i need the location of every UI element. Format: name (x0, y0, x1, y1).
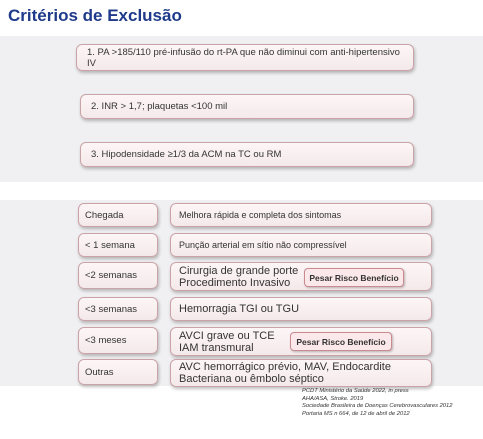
references (302, 388, 452, 418)
row-desc-text: Bacteriana ou êmbolo séptico (179, 373, 324, 385)
criterion-3 (80, 142, 414, 167)
criterion-text: 1. PA >185/110 pré-infusão do rt-PA que não diminui com anti-hipertensivo IV (87, 46, 400, 69)
row-label-text: <3 semanas (85, 303, 138, 315)
row-label-2-semanas (78, 262, 158, 289)
badge-text: Pesar Risco Benefício (309, 272, 399, 283)
reference-line: Sociedade Brasileira de Doenças Cerebrovasculares 2012 (302, 403, 453, 409)
row-label-chegada (78, 203, 158, 227)
row-desc-text: IAM transmural (179, 341, 254, 354)
page-title: Critérios de Exclusão (8, 6, 182, 25)
row-desc-text: AVCI grave ou TCE (179, 329, 275, 342)
row-desc-chegada (170, 203, 432, 227)
criterion-text: 3. Hipodensidade ≥1/3 da ACM na TC ou RM (91, 149, 282, 160)
risk-benefit-badge (290, 332, 392, 351)
row-label-text: <2 semanas (85, 270, 138, 281)
row-label-outras (78, 359, 158, 385)
row-desc-text: Punção arterial em sítio não compressível (179, 240, 347, 250)
row-label-text: < 1 semana (85, 239, 135, 251)
reference-line: AHA/ASA, Stroke. 2019 (302, 395, 364, 402)
criterion-2 (80, 94, 414, 119)
reference-line: PCDT Ministério da Saúde 2022, in press (302, 388, 409, 394)
row-label-text: <3 meses (85, 335, 127, 346)
row-desc-text: Hemorragia TGI ou TGU (179, 303, 300, 315)
risk-benefit-badge (304, 268, 404, 287)
row-label-1-semana (78, 233, 158, 257)
row-desc-text: Cirurgia de grande porte (179, 264, 299, 277)
row-desc-3-semanas (170, 297, 432, 321)
row-desc-text: Procedimento Invasivo (179, 276, 291, 289)
criterion-text: 2. INR > 1,7; plaquetas <100 mil (91, 101, 228, 112)
row-desc-outras (170, 359, 432, 387)
row-label-text: Outras (85, 366, 114, 378)
row-label-text: Chegada (85, 209, 124, 221)
row-desc-1-semana (170, 233, 432, 257)
row-desc-text: AVC hemorrágico prévio, MAV, Endocardite (179, 361, 391, 373)
row-desc-text: Melhora rápida e completa dos sintomas (179, 210, 342, 220)
criterion-1 (76, 44, 414, 71)
reference-line: Portaria MS n 664, de 12 de abril de 2012 (302, 410, 410, 417)
row-label-3-meses (78, 327, 158, 354)
row-label-3-semanas (78, 297, 158, 321)
badge-text: Pesar Risco Benefício (296, 336, 386, 347)
